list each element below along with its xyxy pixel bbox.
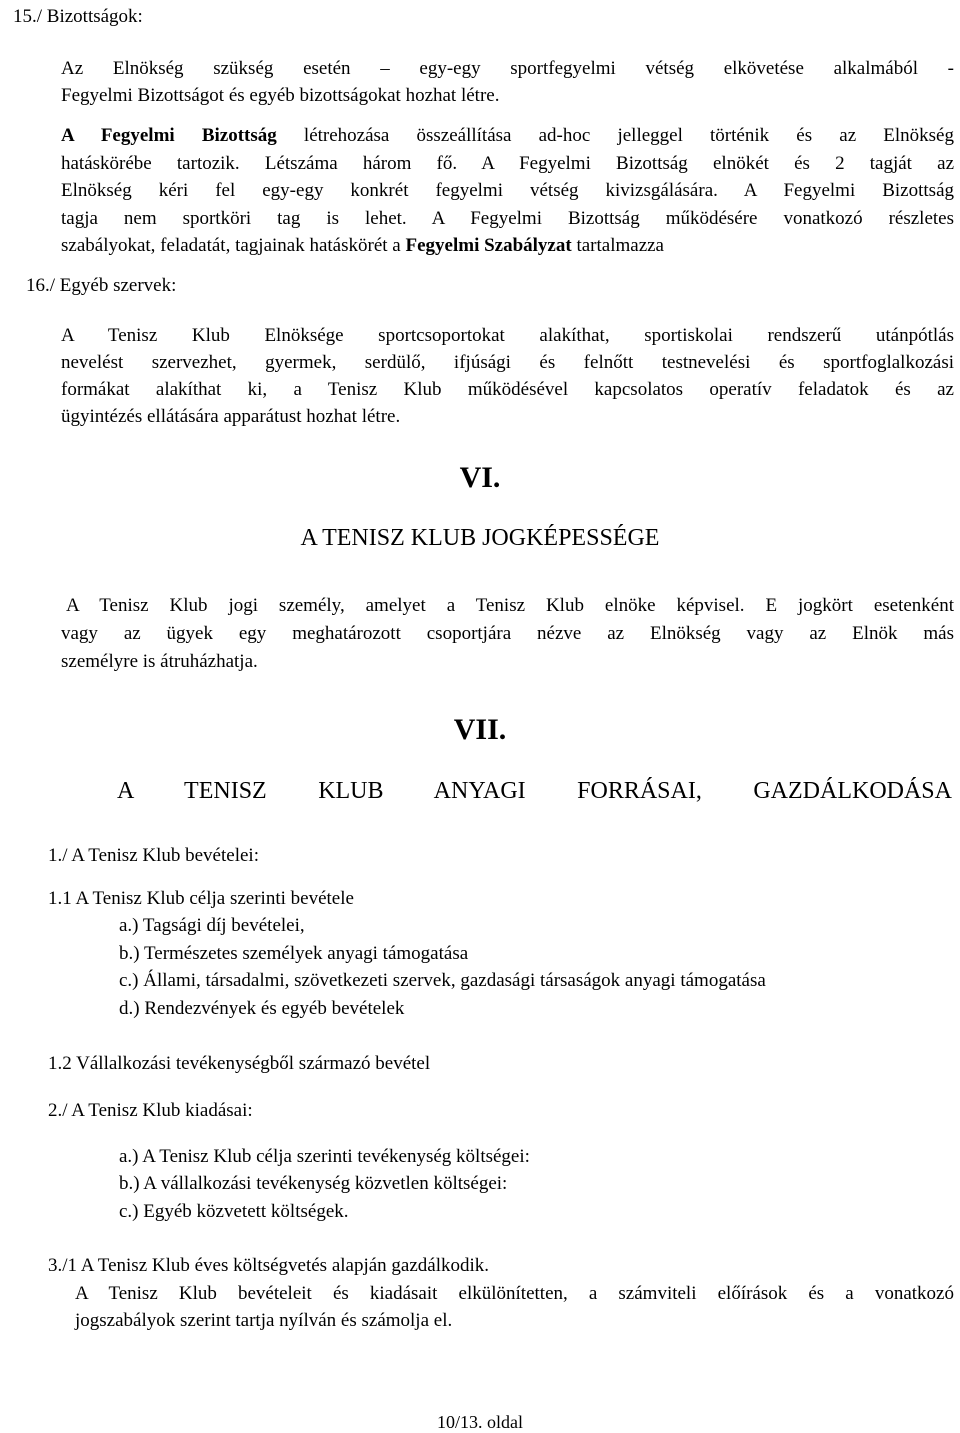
section-15-paragraph-2-line-1 [61, 122, 954, 149]
expense-heading: 2./ A Tenisz Klub kiadásai: [48, 1100, 253, 1121]
chapter-vi-line-3: személyre is átruházhatja. [61, 651, 258, 672]
section-15-paragraph-2-line-4: tagja nem sportköri tag is lehet. A Fegyelmi Bizottság működésére vonatkozó részletes [61, 208, 954, 229]
section-15-paragraph-1-line-2: Fegyelmi Bizottságot és egyéb bizottságokat hozhat létre. [61, 85, 500, 106]
section-15-paragraph-2-line-2: hatáskörébe tartozik. Létszáma három fő. A Fegyelmi Bizottság elnökét és 2 tagját az [61, 153, 954, 174]
expense-item-c: c.) Egyéb közvetett költségek. [119, 1201, 349, 1222]
text-span: tartalmazza [571, 235, 664, 256]
chapter-vii-numeral: VII. [453, 713, 507, 746]
section-16-line-3: formákat alakíthat ki, a Tenisz Klub működésével kapcsolatos operatív feladatok és az [61, 379, 954, 400]
income-item-b: b.) Természetes személyek anyagi támogatása [119, 943, 469, 964]
budget-line-1: A Tenisz Klub bevételeit és kiadásait elkülönítetten, a számviteli előírások és a vonatkozó [75, 1283, 954, 1304]
section-16-heading: 16./ Egyéb szervek: [26, 275, 177, 296]
section-16-line-2: nevelést szervezhet, gyermek, serdülő, ifjúsági és felnőtt testnevelési és sportfoglalkozási [61, 352, 954, 373]
section-15-heading: 15./ Bizottságok: [13, 6, 143, 27]
income-item-a: a.) Tagsági díj bevételei, [119, 915, 305, 936]
text-span: szabályokat, feladatát, tagjainak hatáskörét a [61, 235, 406, 256]
budget-heading: 3./1 A Tenisz Klub éves költségvetés alapján gazdálkodik. [48, 1255, 490, 1276]
income-item-c: c.) Állami, társadalmi, szövetkezeti szervek, gazdasági társaságok anyagi támogatása [119, 970, 766, 991]
income-1-1: 1.1 A Tenisz Klub célja szerinti bevétele [48, 888, 354, 909]
budget-line-2: jogszabályok szerint tartja nyílván és számolja el. [75, 1310, 453, 1331]
expense-item-a: a.) A Tenisz Klub célja szerinti tevékenység költségei: [119, 1146, 530, 1167]
page-number: 10/13. oldal [437, 1412, 523, 1432]
income-1-2: 1.2 Vállalkozási tevékenységből származó bevétel [48, 1053, 431, 1074]
chapter-vi-line-2: vagy az ügyek egy meghatározott csoportjára nézve az Elnökség vagy az Elnök más [61, 623, 954, 644]
income-heading: 1./ A Tenisz Klub bevételei: [48, 845, 259, 866]
chapter-vi-line-1: A Tenisz Klub jogi személy, amelyet a Tenisz Klub elnöke képvisel. E jogkört esetenként [66, 595, 954, 616]
section-16-line-4: ügyintézés ellátására apparátust hozhat létre. [61, 406, 401, 427]
chapter-vi-title: A TENISZ KLUB JOGKÉPESSÉGE [300, 525, 660, 551]
section-16-line-1: A Tenisz Klub Elnöksége sportcsoportokat alakíthat, sportiskolai rendszerű utánpótlás [61, 325, 954, 346]
chapter-vi-numeral: VI. [459, 461, 501, 494]
section-15-paragraph-2-line-3: Elnökség kéri fel egy-egy konkrét fegyelmi vétség kivizsgálására. A Fegyelmi Bizottság [61, 180, 954, 201]
bold-term-fegyelmi-bizottsag: A Fegyelmi Bizottság [61, 125, 277, 146]
section-15-paragraph-2-line-5 [61, 232, 664, 259]
section-15-paragraph-1-line-1: Az Elnökség szükség esetén – egy-egy sportfegyelmi vétség elkövetése alkalmából - [61, 58, 954, 79]
expense-item-b: b.) A vállalkozási tevékenység közvetlen költségei: [119, 1173, 508, 1194]
income-item-d: d.) Rendezvények és egyéb bevételek [119, 998, 405, 1019]
chapter-vii-title: A TENISZ KLUB ANYAGI FORRÁSAI, GAZDÁLKODÁSA [117, 778, 952, 804]
bold-term-fegyelmi-szabalyzat: Fegyelmi Szabályzat [405, 235, 572, 256]
text-span: létrehozása összeállítása ad-hoc jelleggel történik és az Elnökség [276, 125, 954, 146]
